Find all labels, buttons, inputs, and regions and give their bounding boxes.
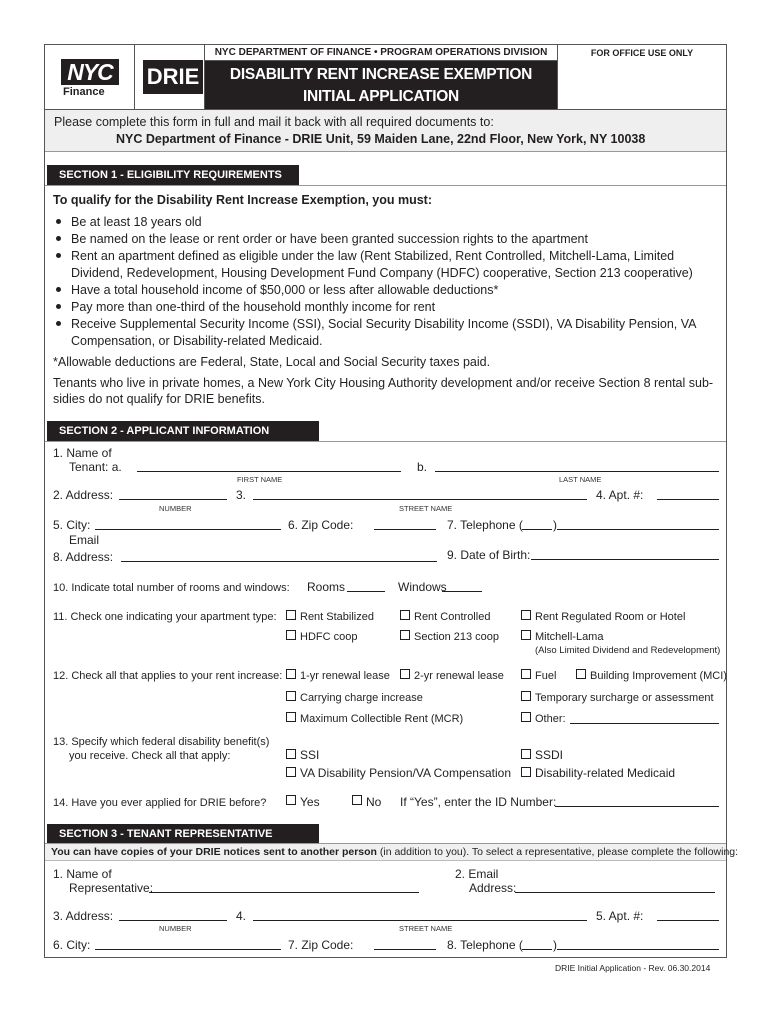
q1-tenant-label: Tenant: a.: [69, 460, 122, 474]
q13-label-line2: you receive. Check all that apply:: [69, 750, 231, 762]
q1-b-label: b.: [417, 460, 428, 474]
q10-label: 10. Indicate total number of rooms and windows:: [53, 582, 290, 594]
applied-no-checkbox[interactable]: [352, 795, 362, 805]
mcr-checkbox[interactable]: [286, 712, 296, 722]
address-number-field[interactable]: [119, 499, 227, 500]
rep-q5-label: 5. Apt. #:: [596, 909, 644, 923]
applied-yes-checkbox[interactable]: [286, 795, 296, 805]
eligibility-item: Be named on the lease or rent order or have been granted succession rights to the apartment: [71, 232, 588, 246]
temporary-surcharge-label: Temporary surcharge or assessment: [535, 692, 714, 704]
nyc-finance-logo: [45, 45, 135, 109]
tenant-first-name-field[interactable]: [137, 471, 401, 472]
carrying-charge-checkbox[interactable]: [286, 691, 296, 701]
rep-q4-label: 4.: [236, 909, 247, 923]
rent-regulated-room-checkbox[interactable]: [521, 610, 531, 620]
instructions: [45, 110, 726, 152]
hdfc-coop-label: HDFC coop: [300, 631, 358, 643]
rep-q1-rep: Representative:: [69, 881, 154, 895]
q13-label-line1: 13. Specify which federal disability benefit(s): [53, 736, 270, 748]
disability-medicaid-checkbox[interactable]: [521, 767, 531, 777]
footer-revision: DRIE Initial Application - Rev. 06.30.2014: [555, 963, 711, 973]
rep-number-caption: NUMBER: [159, 924, 192, 933]
q10-rooms-label: Rooms: [307, 580, 346, 594]
one-yr-lease-checkbox[interactable]: [286, 669, 296, 679]
mitchell-lama-label: Mitchell-Lama: [535, 631, 604, 643]
windows-field[interactable]: [442, 591, 482, 592]
one-yr-lease-label: 1-yr renewal lease: [300, 670, 390, 682]
rep-q1-label: 1. Name of: [53, 867, 112, 881]
instructions-address: NYC Department of Finance - DRIE Unit, 59 Maiden Lane, 22nd Floor, New York, NY 10038: [116, 132, 646, 146]
mitchell-lama-note: (Also Limited Dividend and Redevelopment): [535, 645, 721, 656]
id-number-label: If “Yes”, enter the ID Number:: [400, 795, 557, 809]
nyc-logo-mark: NYC: [61, 59, 119, 85]
email-label: Email: [69, 533, 100, 547]
rep-street-name-field[interactable]: [253, 920, 587, 921]
rep-area-code-field[interactable]: [522, 949, 552, 950]
ssi-checkbox[interactable]: [286, 749, 296, 759]
tenant-last-name-field[interactable]: [435, 471, 719, 472]
form-title-line1: DISABILITY RENT INCREASE EXEMPTION: [229, 66, 533, 83]
first-name-caption: FIRST NAME: [237, 475, 283, 484]
city-field[interactable]: [95, 529, 281, 530]
rep-q7-label: 7. Zip Code:: [288, 938, 354, 952]
street-name-field[interactable]: [253, 499, 587, 500]
q14-label: 14. Have you ever applied for DRIE before?: [53, 797, 267, 809]
rep-address-number-field[interactable]: [119, 920, 227, 921]
section-213-coop-label: Section 213 coop: [414, 631, 500, 643]
rep-q6-label: 6. City:: [53, 938, 91, 952]
eligibility-intro: To qualify for the Disability Rent Increase Exemption, you must:: [53, 193, 432, 207]
section3-title: SECTION 3 - TENANT REPRESENTATIVE: [47, 824, 319, 844]
rep-city-field[interactable]: [95, 949, 281, 950]
office-use-label: FOR OFFICE USE ONLY: [590, 48, 694, 58]
email-address-field[interactable]: [121, 561, 437, 562]
other-increase-field[interactable]: [570, 723, 719, 724]
office-use-box: [557, 45, 726, 109]
fuel-checkbox[interactable]: [521, 669, 531, 679]
q7-label: 7. Telephone (: [447, 518, 523, 532]
section-213-coop-checkbox[interactable]: [400, 630, 410, 640]
disability-medicaid-label: Disability-related Medicaid: [535, 766, 676, 780]
other-increase-label: Other:: [535, 713, 566, 725]
q8-label: 8. Address:: [53, 550, 114, 564]
last-name-caption: LAST NAME: [559, 475, 602, 484]
building-improvement-label: Building Improvement (MCI): [590, 670, 727, 682]
apt-number-field[interactable]: [657, 499, 719, 500]
drie-label-box: [135, 45, 205, 109]
eligibility-item: Have a total household income of $50,000 or less after allowable deductions*: [71, 283, 499, 297]
va-pension-label: VA Disability Pension/VA Compensation: [300, 766, 512, 780]
rep-q3-label: 3. Address:: [53, 909, 114, 923]
two-yr-lease-label: 2-yr renewal lease: [414, 670, 504, 682]
rep-q2-addr: Address:: [469, 881, 517, 895]
rent-controlled-label: Rent Controlled: [414, 611, 491, 623]
rep-telephone-field[interactable]: [557, 949, 719, 950]
hdfc-coop-checkbox[interactable]: [286, 630, 296, 640]
fuel-label: Fuel: [535, 670, 557, 682]
rep-name-field[interactable]: [149, 892, 419, 893]
eligibility-item-cont: Compensation, or Disability-related Medicaid.: [71, 334, 323, 348]
applied-yes-label: Yes: [300, 795, 320, 809]
other-increase-checkbox[interactable]: [521, 712, 531, 722]
rep-zip-field[interactable]: [374, 949, 436, 950]
q6-label: 6. Zip Code:: [288, 518, 354, 532]
rep-q8-close: ): [553, 938, 557, 952]
eligibility-item-cont: Dividend, Redevelopment, Housing Development Fund Company (HDFC) cooperative, Section 213 cooperative): [71, 266, 693, 280]
q4-label: 4. Apt. #:: [596, 488, 644, 502]
va-pension-checkbox[interactable]: [286, 767, 296, 777]
section3-intro: [51, 845, 738, 859]
two-yr-lease-checkbox[interactable]: [400, 669, 410, 679]
section3-intro-bold: You can have copies of your DRIE notices sent to another person: [51, 846, 377, 858]
q1-label: 1. Name of: [53, 446, 112, 460]
section1-title: SECTION 1 - ELIGIBILITY REQUIREMENTS: [47, 165, 299, 185]
carrying-charge-label: Carrying charge increase: [300, 692, 423, 704]
rooms-field[interactable]: [347, 591, 385, 592]
mcr-label: Maximum Collectible Rent (MCR): [300, 713, 464, 725]
temporary-surcharge-checkbox[interactable]: [521, 691, 531, 701]
section2-title: SECTION 2 - APPLICANT INFORMATION: [47, 421, 319, 441]
deductions-note: *Allowable deductions are Federal, State, Local and Social Security taxes paid.: [53, 355, 491, 369]
zip-code-field[interactable]: [374, 529, 436, 530]
q9-label: 9. Date of Birth:: [447, 548, 531, 562]
rent-stabilized-label: Rent Stabilized: [300, 611, 374, 623]
eligibility-item: Pay more than one-third of the household monthly income for rent: [71, 300, 436, 314]
q11-label: 11. Check one indicating your apartment type:: [53, 611, 277, 623]
q2-label: 2. Address:: [53, 488, 114, 502]
eligibility-item: Rent an apartment defined as eligible under the law (Rent Stabilized, Rent Controlled, Mitchell-Lama, Limited: [71, 249, 675, 263]
ineligible-note-line2: sidies do not qualify for DRIE benefits.: [53, 392, 265, 406]
mitchell-lama-checkbox[interactable]: [521, 630, 531, 640]
rent-regulated-room-label: Rent Regulated Room or Hotel: [535, 611, 686, 623]
building-improvement-checkbox[interactable]: [576, 669, 586, 679]
form-page: [44, 44, 739, 958]
form-title-line2: INITIAL APPLICATION: [303, 88, 459, 105]
street-name-caption: STREET NAME: [399, 504, 453, 513]
eligibility-item: Receive Supplemental Security Income (SSI), Social Security Disability Income (SSDI), VA Disability Pension, VA: [71, 317, 697, 331]
applied-no-label: No: [366, 795, 382, 809]
rep-street-caption: STREET NAME: [399, 924, 453, 933]
q12-label: 12. Check all that applies to your rent increase:: [53, 670, 283, 682]
ssdi-checkbox[interactable]: [521, 749, 531, 759]
rent-stabilized-checkbox[interactable]: [286, 610, 296, 620]
telephone-field[interactable]: [557, 529, 719, 530]
q3-label: 3.: [236, 488, 247, 502]
rent-controlled-checkbox[interactable]: [400, 610, 410, 620]
eligibility-item: Be at least 18 years old: [71, 215, 202, 229]
ssi-label: SSI: [300, 748, 320, 762]
section3-intro-rest: (in addition to you). To select a representative, please complete the following:: [376, 846, 739, 858]
q7-close: ): [553, 518, 557, 532]
number-caption: NUMBER: [159, 504, 192, 513]
nyc-logo-finance: Finance: [63, 86, 105, 98]
rep-apt-field[interactable]: [657, 920, 719, 921]
rep-email-field[interactable]: [515, 892, 715, 893]
department-line: NYC DEPARTMENT OF FINANCE • PROGRAM OPERATIONS DIVISION: [205, 45, 557, 61]
id-number-field[interactable]: [555, 806, 719, 807]
rep-q2-label: 2. Email: [455, 867, 499, 881]
rep-q8-label: 8. Telephone (: [447, 938, 523, 952]
drie-label: DRIE: [143, 60, 203, 94]
q10-windows-label: Windows: [398, 580, 447, 594]
q5-label: 5. City:: [53, 518, 91, 532]
date-of-birth-field[interactable]: [531, 559, 719, 560]
instructions-line1: Please complete this form in full and mail it back with all required documents to:: [54, 115, 494, 129]
form-title: [205, 61, 557, 109]
area-code-field[interactable]: [522, 529, 552, 530]
ineligible-note-line1: Tenants who live in private homes, a New York City Housing Authority development and/or receive Section 8 rental sub-: [53, 376, 714, 390]
ssdi-label: SSDI: [535, 748, 564, 762]
